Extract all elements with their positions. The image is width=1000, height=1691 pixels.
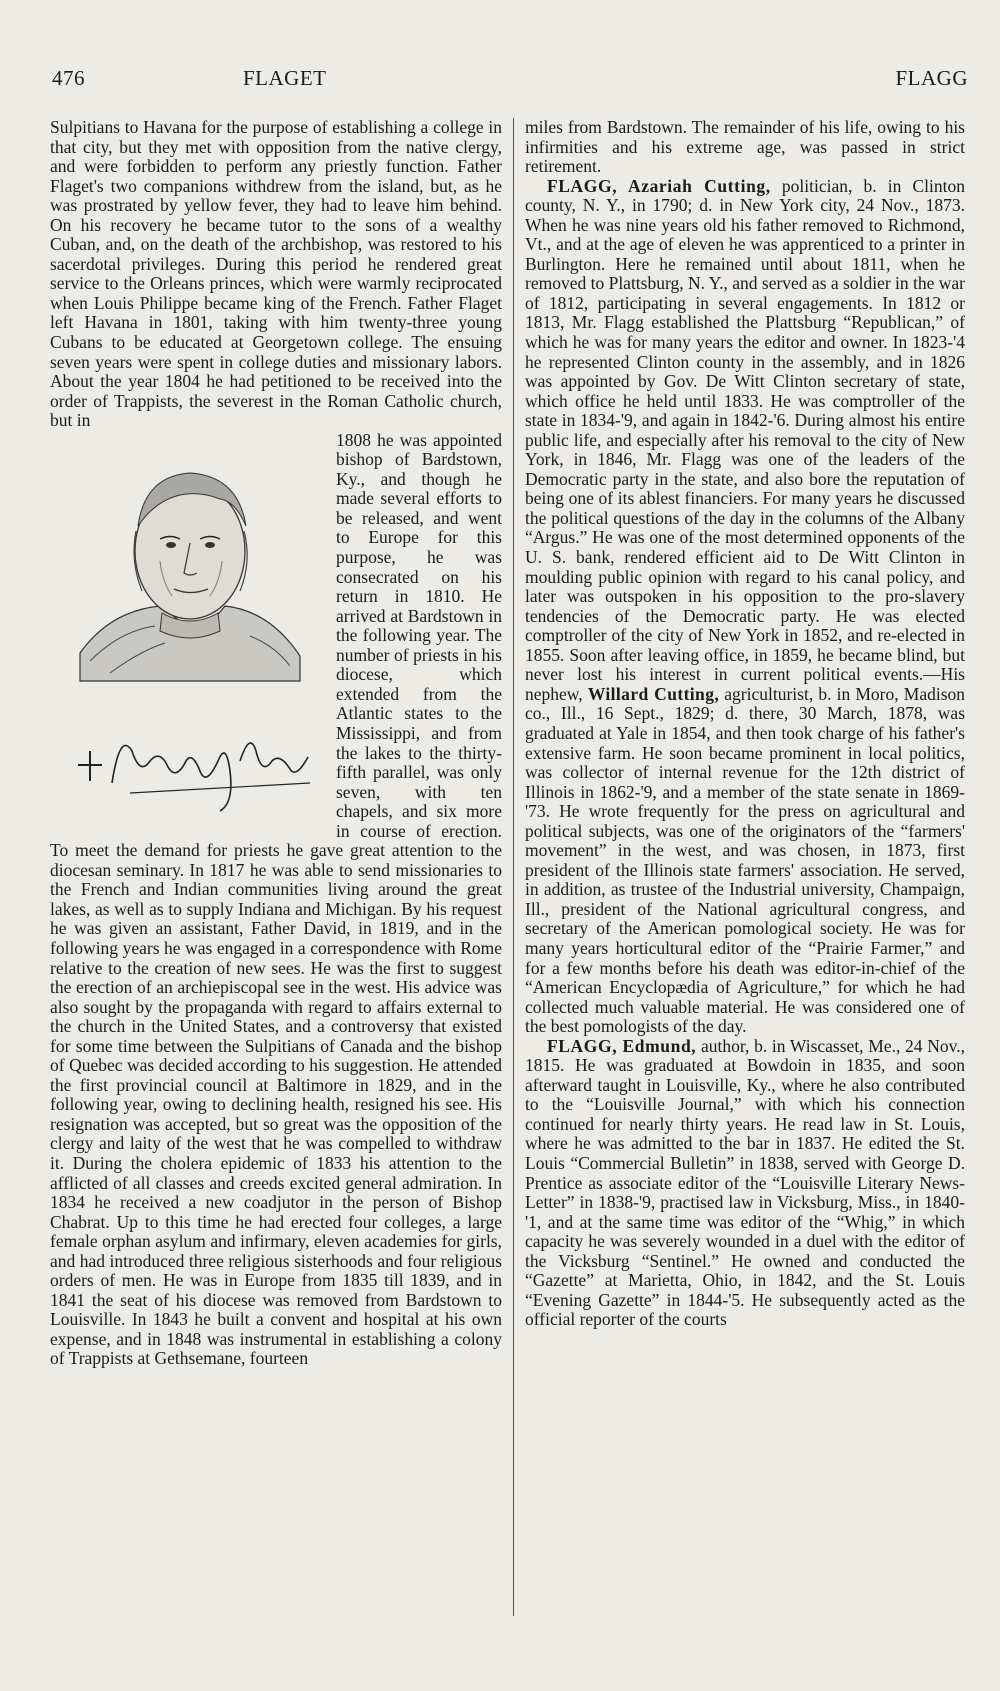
page-header bbox=[52, 66, 968, 98]
flaget-continuation: miles from Bardstown. The remainder of his life, owing to his infirmities and his extreme age, was passed in strict retirement. bbox=[525, 117, 965, 177]
portrait-engraving bbox=[50, 431, 328, 833]
entry-subname-willard: Willard Cutting, bbox=[587, 683, 720, 704]
entry-text-azariah: politician, b. in Clinton county, N. Y., in 1790; d. in New York city, 24 Nov., 1873. When he was nine years old his father removed to Richmond, Vt., and at the age of eleven he was apprenticed to a printer in Burlington. Here he remained until about 1811, when he removed to Plattsburg, N. Y., and served as a soldier in the war of 1812, participating in several engagements. In 1812 or 1813, Mr. Flagg established the Plattsburg “Republican,” of which he was for many years the editor and owner. In 1823-'4 he represented Clinton county in the assembly, and in 1826 was appointed by Gov. De Witt Clinton secretary of state, which office he held until 1833. He was comptroller of the state in 1834-'9, and again in 1842-'6. During almost his entire public life, and especially after his removal to the city of New York, in 1846, Mr. Flagg was one of the leaders of the Democratic party in the state, and also bore the reputation of being one of its ablest financiers. For many years he discussed the political questions of the day in the columns of the Albany “Argus.” He was one of the most determined opponents of the U. S. bank, rendered efficient aid to De Witt Clinton in moulding public opinion with regard to his canal policy, and later was outspoken in his opposition to the pro-slavery tendencies of the Democratic party. He was elected comptroller of the city of New York in 1852, and re-elected in 1855. Soon after leaving office, in 1859, he became blind, but never lost his interest in current political events.—His nephew, bbox=[525, 175, 966, 704]
left-running-head: FLAGET bbox=[243, 66, 327, 90]
entry-flagg-edmund bbox=[525, 1037, 965, 1330]
entry-text-willard: agriculturist, b. in Moro, Madison co., Ill., 16 Sept., 1829; d. there, 30 March, 1878, was graduated at Yale in 1854, and then took charge of his father's extensive farm. He soon became prominent in local politics, was collector of internal revenue for the 12th district of Illinois in 1862-'9, and a member of the state senate in 1869-'73. He wrote frequently for the press on agricultural and political subjects, was one of the originators of the “farmers' movement” in the west, and was chosen, in 1873, first president of the Illinois state farmers' association. He served, in addition, as trustee of the Industrial university, Champaign, Ill., president of the National agricultural congress, and secretary of the American pomological society. He was for many years horticultural editor of the “Prairie Farmer,” and for a few months before his death was editor-in-chief of the “American Encyclopædia of Agriculture,” for which he had collected much valuable material. He was considered one of the best pomologists of the day. bbox=[525, 683, 966, 1037]
column-divider bbox=[513, 118, 514, 1616]
flaget-paragraph-body: 1808 he was appointed bishop of Bardstown, Ky., and though he made several efforts to be released, and went to Europe for this purpose, he was consecrated on his return in 1810. He arrived at Bardstown in the following year. The number of priests in his diocese, which extended from the Atlantic states to the Mississippi, and from the lakes to the thirty-fifth parallel, was only seven, with ten chapels, and six more in course of erection. To meet the demand for priests he gave great attention to the diocesan seminary. In 1817 he was able to send missionaries to the French and Indian communities living around the great lakes, as well as to supply Indiana and Michigan. By his request he was given an assistant, Father David, in 1819, and in the following years he was engaged in a correspondence with Rome relative to the creation of new sees. He was the first to suggest the erection of an archiepiscopal see in the west. His advice was also sought by the propaganda with regard to affairs external to the church in the United States, and a controversy that existed for some time between the Sulpitians of Canada and the bishop of Quebec was decided according to his suggestion. He attended the first provincial council at Baltimore in 1829, and in the following year, owing to declining health, resigned his see. His resignation was accepted, but so great was the opposition of the clergy and laity of the west that he was compelled to withdraw it. During the cholera epidemic of 1833 his attention to the afflicted of all classes and creeds excited general admiration. In 1834 he received a new coadjutor in the person of Bishop Chabrat. Up to this time he had erected four colleges, a large female orphan asylum and infirmary, eleven academies for girls, and had introduced three religious sisterhoods and four religious orders of men. He was in Europe from 1835 till 1839, and in 1841 the seat of his diocese was removed from Bardstown to Louisville. In 1843 he built a convent and hospital at his own expense, and in 1848 was instrumental in establishing a colony of Trappists at Gethsemane, fourteen bbox=[50, 429, 502, 1369]
flaget-paragraph-intro: Sulpitians to Havana for the purpose of establishing a college in that city, but they met with opposition from the native clergy, and were forbidden to perform any priestly function. Father Flaget's two companions withdrew from the island, but, as he was prostrated by yellow fever, they had to leave him behind. On his recovery he became tutor to the sons of a wealthy Cuban, and, on the death of the archbishop, was restored to his sacerdotal privileges. During this period he rendered great service to the Orleans princes, which were warmly reciprocated when Louis Philippe became king of the French. Father Flaget left Havana in 1801, taking with him twenty-three young Cubans to be educated at Georgetown college. The ensuing seven years were spent in college duties and missionary labors. About the year 1804 he had petitioned to be received into the order of Trappists, the severest in the Roman Catholic church, but in bbox=[50, 117, 502, 431]
right-column bbox=[525, 118, 965, 1330]
left-column bbox=[50, 118, 502, 1369]
flaget-portrait-figure bbox=[50, 431, 328, 833]
entry-text-edmund: author, b. in Wiscasset, Me., 24 Nov., 1815. He was graduated at Bowdoin in 1835, and soon afterward taught in Louisville, Ky., where he also contributed to the “Louisville Journal,” with which his connection continued for nearly thirty years. He read law in St. Louis, where he was admitted to the bar in 1837. He edited the St. Louis “Commercial Bulletin” in 1838, served with George D. Prentice as associate editor of the “Louisville Literary News-Letter” in 1838-'9, practised law in Vicksburg, Miss., in 1840-'1, and at the same time was editor of the “Whig,” in which capacity he was severely wounded in a duel with the editor of the Vicksburg “Sentinel.” He owned and conducted the “Gazette” at Marietta, Ohio, in 1842, and the St. Louis “Evening Gazette” in 1844-'5. He subsequently acted as the official reporter of the courts bbox=[525, 1035, 966, 1330]
entry-heading-azariah: FLAGG, Azariah Cutting, bbox=[547, 175, 771, 196]
entry-heading-edmund: FLAGG, Edmund, bbox=[547, 1035, 697, 1056]
page-number: 476 bbox=[52, 66, 85, 90]
right-running-head: FLAGG bbox=[895, 66, 968, 90]
entry-flagg-azariah bbox=[525, 177, 965, 1037]
